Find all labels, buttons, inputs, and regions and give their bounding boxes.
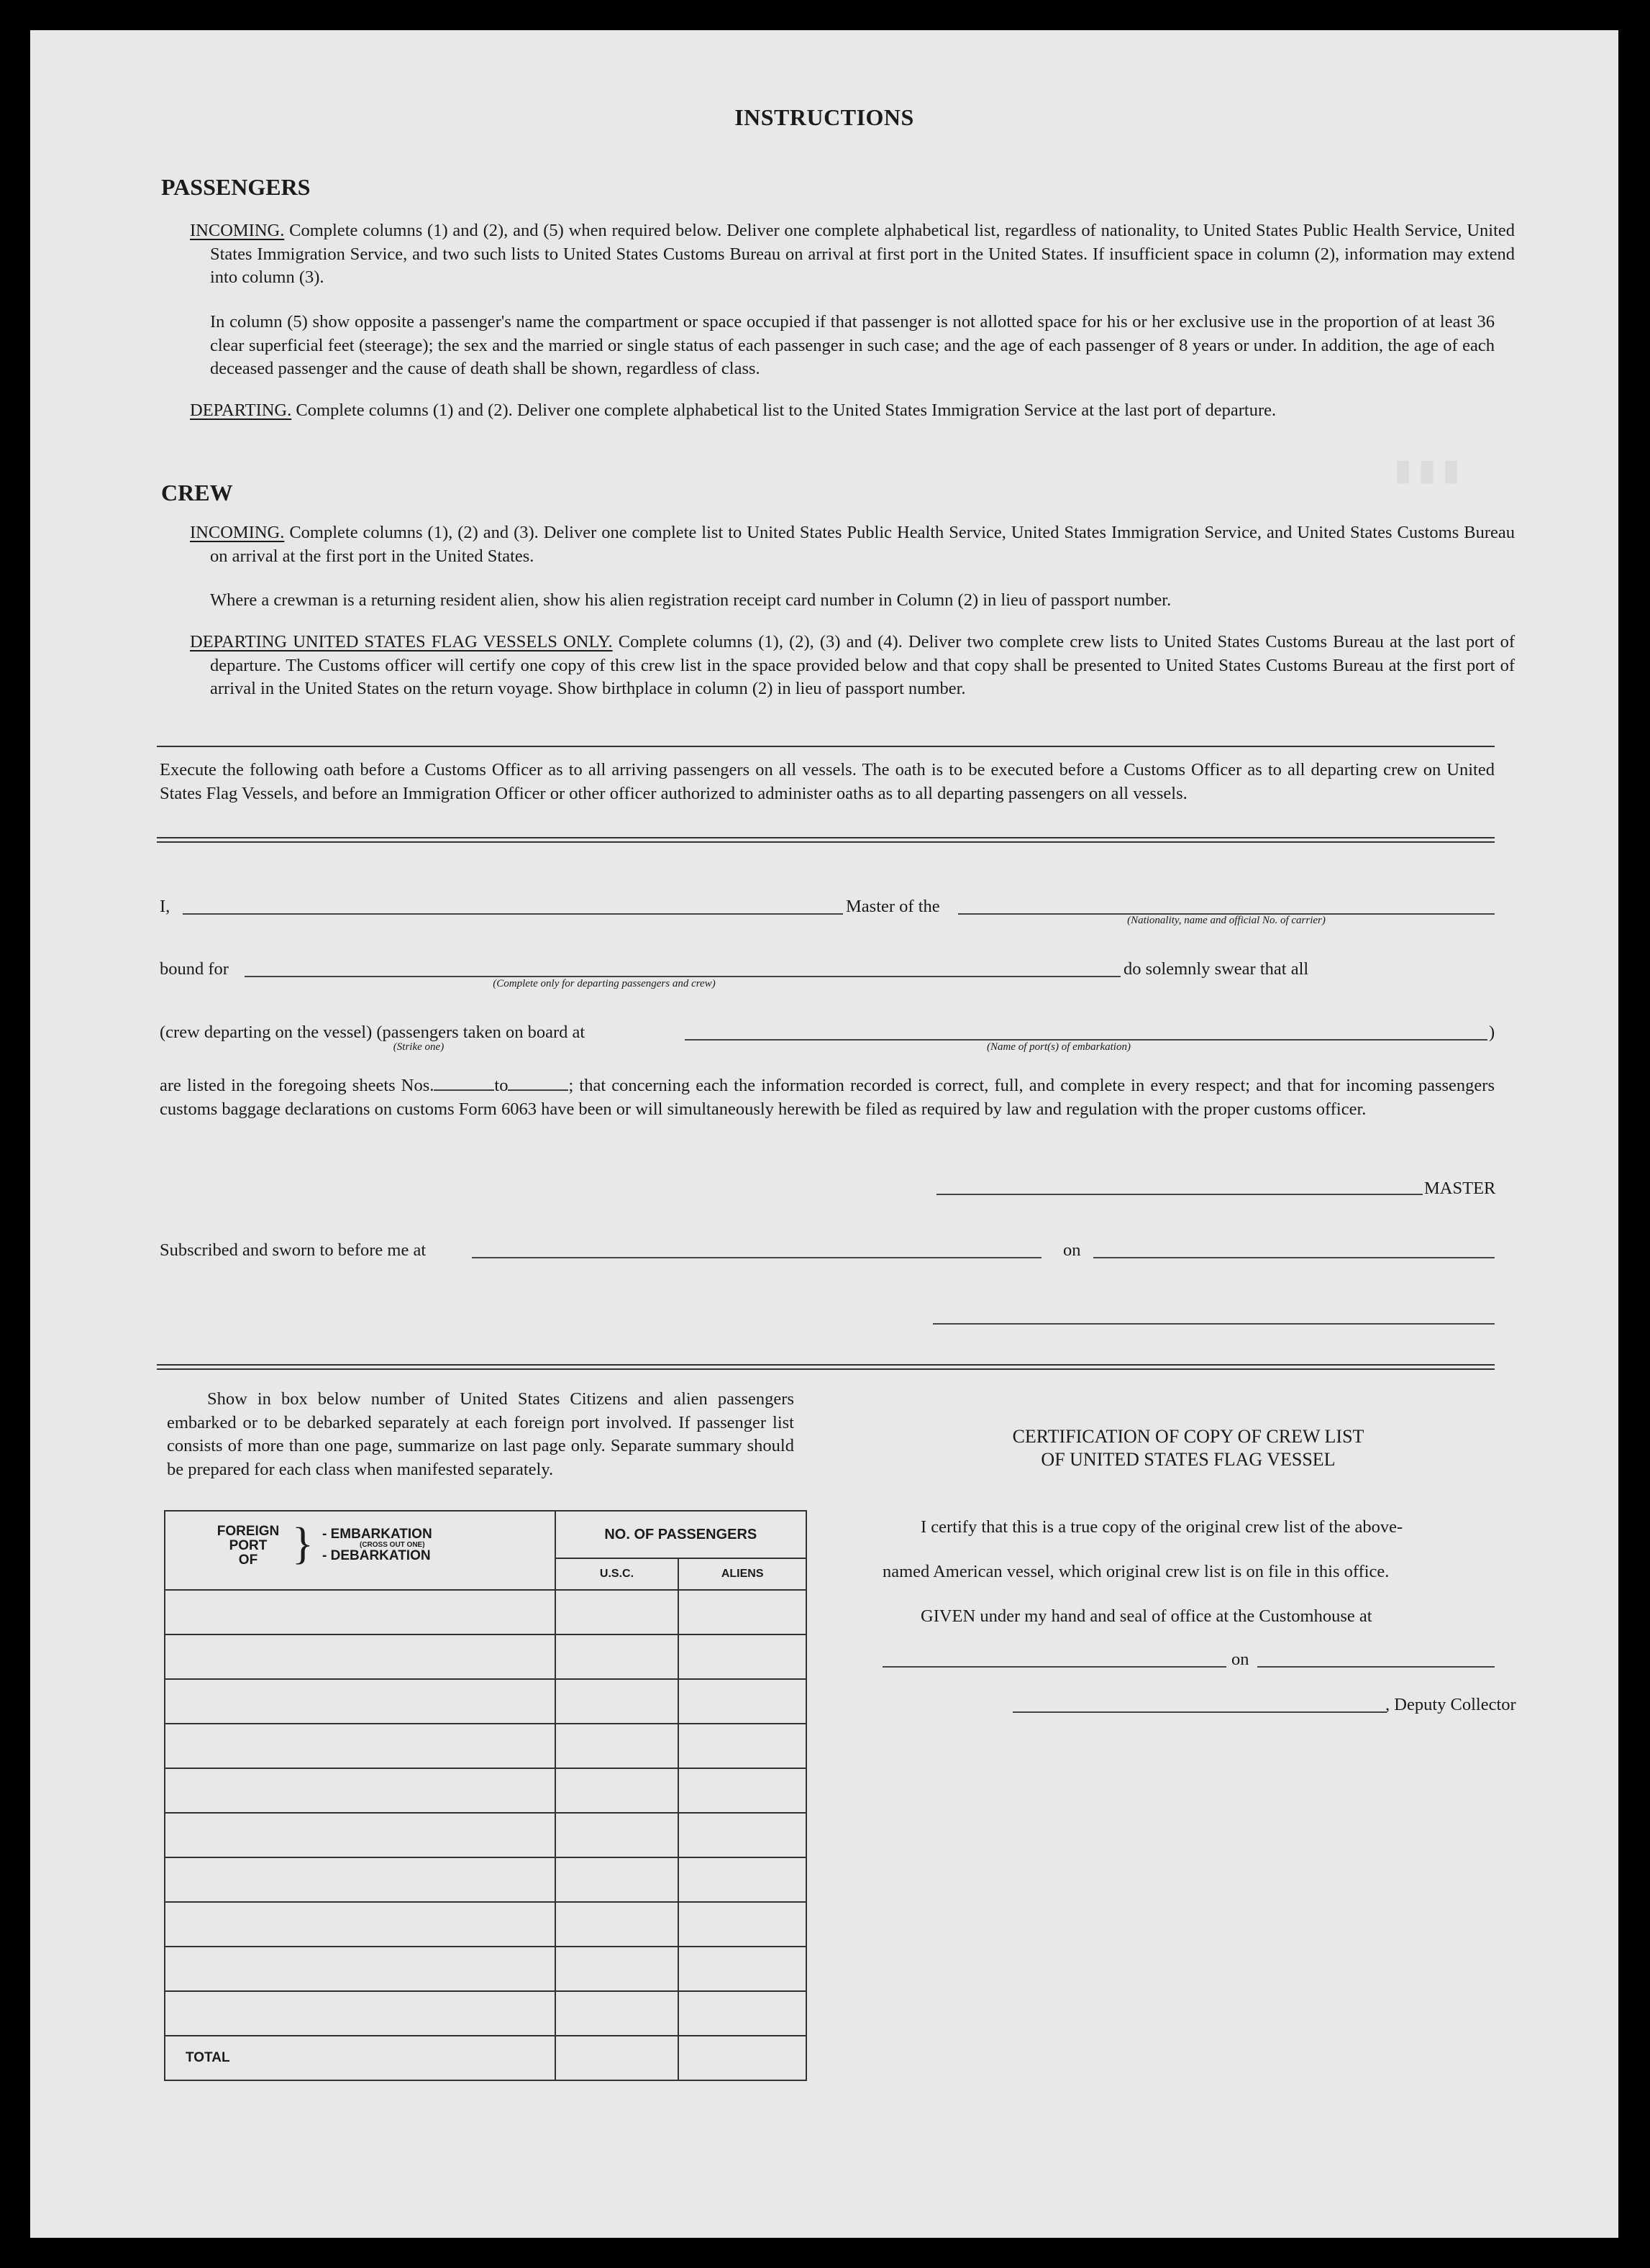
officer-signature-field[interactable] <box>933 1323 1495 1325</box>
complete-note: (Complete only for departing passengers and crew) <box>493 978 716 989</box>
table-row <box>165 1947 806 1991</box>
certification-title <box>879 1425 1498 1471</box>
bleed-through: █ █ █ <box>1397 462 1458 484</box>
sworn-place-field[interactable] <box>472 1257 1041 1258</box>
embark-debark-labels <box>322 1527 480 1563</box>
aliens-header: ALIENS <box>678 1558 806 1590</box>
passengers-column5-paragraph: In column (5) show opposite a passenger's name the compartment or space occupied if that passenger is not allotted space for his or her exclusive use in the proportion of at least 36 clear superficial feet (steerage); the sex and the married or single status of each passenger in such case; and the age of each passenger of 8 years or under. In addition, the age of each deceased passenger and the cause of death shall be shown, regardless of class. <box>210 312 1495 378</box>
port-cell[interactable] <box>165 1724 555 1768</box>
port-cell[interactable] <box>165 1991 555 2036</box>
aliens-cell[interactable] <box>678 1857 806 1902</box>
table-row <box>165 1724 806 1768</box>
of-label: OF <box>238 1553 258 1568</box>
cross-out-note: (CROSS OUT ONE) <box>360 1541 425 1549</box>
passengers-incoming-text: Complete columns (1) and (2), and (5) when required below. Deliver one complete alphabetical list, regardless of nationality, to United States Public Health Service, United States Immigration Service, and two such lists to United States Customs Bureau on arrival at first port in the United States. If insufficient space in column (2), information may extend into column (3). <box>210 221 1515 287</box>
usc-cell[interactable] <box>555 1902 679 1947</box>
passengers-departing-text: Complete columns (1) and (2). Deliver one complete alphabetical list to the United States Immigration Service at the last port of departure. <box>291 401 1277 420</box>
customhouse-field[interactable] <box>883 1666 1226 1668</box>
table-row <box>165 1857 806 1902</box>
aliens-cell[interactable] <box>678 1679 806 1724</box>
passengers-heading: PASSENGERS <box>161 174 311 200</box>
usc-total-cell[interactable] <box>555 2036 679 2080</box>
listed-pre: are listed in the foregoing sheets Nos. <box>160 1076 434 1095</box>
usc-cell[interactable] <box>555 1857 679 1902</box>
double-divider <box>157 837 1495 843</box>
port-cell[interactable] <box>165 1902 555 1947</box>
usc-cell[interactable] <box>555 1724 679 1768</box>
port-cell[interactable] <box>165 1857 555 1902</box>
listed-post: ; that concerning each the information recorded is correct, full, and complete in every respect; and that for incoming passengers customs baggage declarations on customs Form 6063 have been or will simultaneously herewith be filed as required by law and regulation with the proper customs officer. <box>160 1076 1495 1119</box>
crew-departing-label-line: (crew departing on the vessel) (passengers taken on board at <box>160 1023 585 1042</box>
aliens-total-cell[interactable] <box>678 2036 806 2080</box>
cert-date-field[interactable] <box>1257 1666 1495 1668</box>
table-row <box>165 1679 806 1724</box>
table-row <box>165 1768 806 1813</box>
master-label: MASTER <box>1424 1179 1496 1198</box>
master-of-the-label: Master of the <box>846 897 940 916</box>
oath-listed-paragraph <box>160 1074 1495 1121</box>
port-header-cell <box>165 1511 555 1590</box>
certify-line1: I certify that this is a true copy of the original crew list of the above- <box>921 1517 1403 1537</box>
usc-cell[interactable] <box>555 1634 679 1679</box>
cert-on-label: on <box>1231 1650 1249 1669</box>
debarkation-label[interactable]: - DEBARKATION <box>322 1548 431 1563</box>
sheet-from-field[interactable] <box>434 1075 494 1091</box>
crew-incoming-paragraph <box>190 521 1515 568</box>
crew-departing-paragraph <box>190 631 1515 701</box>
swear-label: do solemnly swear that all <box>1123 959 1309 979</box>
usc-header: U.S.C. <box>555 1558 679 1590</box>
given-line: GIVEN under my hand and seal of office at the Customhouse at <box>921 1606 1372 1626</box>
crew-resident-paragraph: Where a crewman is a returning resident alien, show his alien registration receipt card number in Column (2) in lieu of passport number. <box>210 590 1172 610</box>
certification-title-line1: CERTIFICATION OF COPY OF CREW LIST <box>1012 1426 1364 1447</box>
oath-i-label: I, <box>160 897 170 916</box>
crew-incoming-label: INCOMING. <box>190 523 285 542</box>
destination-field[interactable] <box>245 976 1121 977</box>
foreign-label: FOREIGN <box>216 1524 280 1539</box>
table-row <box>165 1902 806 1947</box>
strike-one-note: (Strike one) <box>393 1041 445 1053</box>
aliens-cell[interactable] <box>678 1590 806 1634</box>
bound-for-label: bound for <box>160 959 229 979</box>
table-row <box>165 1991 806 2036</box>
oath-instructions: Execute the following oath before a Customs Officer as to all arriving passengers on all vessels. The oath is to be executed before a Customs Officer as to all departing crew on United States Flag Vessels, and before an Immigration Officer or other officer authorized to administer oaths as to all departing passengers on all vessels. <box>160 760 1495 803</box>
total-label: TOTAL <box>165 2036 555 2080</box>
table-row <box>165 1813 806 1857</box>
usc-cell[interactable] <box>555 1590 679 1634</box>
passengers-incoming-paragraph <box>190 219 1515 290</box>
certification-title-line2: OF UNITED STATES FLAG VESSEL <box>1041 1449 1336 1470</box>
certify-line2: named American vessel, which original crew list is on file in this office. <box>883 1562 1390 1581</box>
aliens-cell[interactable] <box>678 1902 806 1947</box>
page-title: INSTRUCTIONS <box>734 104 914 130</box>
usc-cell[interactable] <box>555 1991 679 2036</box>
port-cell[interactable] <box>165 1590 555 1634</box>
aliens-cell[interactable] <box>678 1724 806 1768</box>
divider <box>157 746 1495 747</box>
form-page <box>30 30 1618 2238</box>
deputy-signature-field[interactable] <box>1013 1711 1387 1713</box>
summary-header-row <box>165 1511 806 1558</box>
crew-departing-text: Complete columns (1), (2), (3) and (4). Deliver two complete crew lists to United States Customs Bureau at the last port of departure. The Customs officer will certify one copy of this crew list in the space provided below and that copy shall be presented to United States Customs Bureau at the first port of arrival in the United States on the return voyage. Show birthplace in column (2) in lieu of passport number. <box>210 632 1515 698</box>
sheet-to-field[interactable] <box>508 1075 568 1091</box>
embarkation-ports-field[interactable] <box>685 1039 1487 1041</box>
port-cell[interactable] <box>165 1634 555 1679</box>
usc-cell[interactable] <box>555 1679 679 1724</box>
foreign-port-of-label <box>207 1524 289 1568</box>
port-cell[interactable] <box>165 1947 555 1991</box>
deputy-collector-label: , Deputy Collector <box>1385 1695 1516 1714</box>
aliens-cell[interactable] <box>678 1991 806 2036</box>
table-row <box>165 1590 806 1634</box>
passengers-departing-label: DEPARTING. <box>190 401 292 420</box>
sworn-date-field[interactable] <box>1093 1257 1495 1258</box>
listed-to: to <box>494 1076 509 1095</box>
master-signature-field[interactable] <box>936 1194 1423 1195</box>
crew-heading: CREW <box>161 480 233 506</box>
ports-note: (Name of port(s) of embarkation) <box>987 1041 1131 1053</box>
port-cell[interactable] <box>165 1768 555 1813</box>
aliens-cell[interactable] <box>678 1634 806 1679</box>
aliens-cell[interactable] <box>678 1768 806 1813</box>
total-row <box>165 2036 806 2080</box>
passengers-incoming-label: INCOMING. <box>190 221 285 240</box>
passengers-departing-paragraph <box>190 399 1515 423</box>
summary-instructions: Show in box below number of United States Citizens and alien passengers embarked or to be debarked separately at each foreign port involved. If passenger list consists of more than one page, summarize on last page only. Separate summary should be prepared for each class when manifested separately. <box>167 1389 794 1479</box>
usc-cell[interactable] <box>555 1813 679 1857</box>
double-divider-lower <box>157 1364 1495 1370</box>
port-label: PORT <box>229 1538 268 1553</box>
aliens-cell[interactable] <box>678 1813 806 1857</box>
close-paren: ) <box>1489 1023 1495 1042</box>
passengers-header: NO. OF PASSENGERS <box>555 1511 806 1558</box>
brace-icon: } <box>292 1519 314 1568</box>
embarkation-label[interactable]: - EMBARKATION <box>322 1527 432 1542</box>
usc-cell[interactable] <box>555 1768 679 1813</box>
subscribed-label: Subscribed and sworn to before me at <box>160 1240 427 1260</box>
master-name-field[interactable] <box>183 913 843 915</box>
carrier-note: (Nationality, name and official No. of carrier) <box>1127 915 1326 926</box>
usc-cell[interactable] <box>555 1947 679 1991</box>
passenger-summary-table <box>164 1510 807 2081</box>
table-row <box>165 1634 806 1679</box>
sworn-on-label: on <box>1063 1240 1081 1260</box>
crew-departing-label: DEPARTING UNITED STATES FLAG VESSELS ONLY. <box>190 632 613 651</box>
port-cell[interactable] <box>165 1679 555 1724</box>
aliens-cell[interactable] <box>678 1947 806 1991</box>
crew-incoming-text: Complete columns (1), (2) and (3). Deliver one complete list to United States Public Health Service, United States Immigration Service, and United States Customs Bureau on arrival at the first port in the United States. <box>210 523 1515 566</box>
port-cell[interactable] <box>165 1813 555 1857</box>
